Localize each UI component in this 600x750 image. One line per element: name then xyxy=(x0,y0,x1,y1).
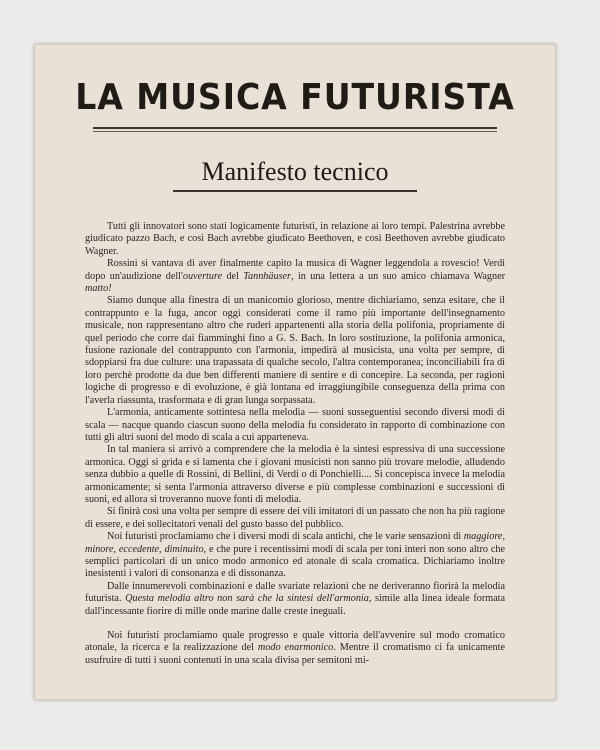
paragraph: Noi futuristi proclamiamo che i diversi modi di scala antichi, che le varie sensazioni di maggiore, minore, eccedente, diminuito, e che pure i recentissimi modi di scala per toni interi non sono altro che semplici particolari di un unico modo armonico ed atonale di scala cromatica. Dichiariamo inoltre inesistenti i valori di consonanza e di dissonanza. xyxy=(85,531,506,580)
paragraph: L'armonia, anticamente sottintesa nella melodia — suoni susseguentisi secondo diversi modi di scala — nacque quando ciascun suono della melodia fu considerato in rapporto di combinazione con tutti gli altri suoni del modo di scala a cui apparteneva. xyxy=(85,407,505,443)
manifesto-body xyxy=(85,221,505,667)
title-rule xyxy=(93,127,497,129)
document-title: LA MUSICA FUTURISTA xyxy=(75,77,515,118)
paragraph: Rossini si vantava di aver finalmente capito la musica di Wagner leggendola a rovescio! Verdi dopo un'audizione dell'ouverture del Tannhäuser, in una lettera a un suo amico chiamava Wagner matto! xyxy=(85,258,505,295)
paragraph: Siamo dunque alla finestra di un manicomio glorioso, mentre dichiariamo, senza esitare, che il contrappunto e la fuga, ancor oggi considerati come il ramo più importante dell'insegnamento musicale, non rappresentano altro che ruderi appartenenti alla storia della polifonia, propriamente di quel periodo che corre dai fiamminghi fino a G. S. Bach. In loro sostituzione, la polifonia armonica, fusione razionale del contrappunto con l'armonia, impedirà al musicista, una volta per sempre, di sdoppiarsi fra due culture: una trapassata di qualche secolo, l'altra contemporanea; inconciliabili fra di loro perchè prodotte da due ben differenti maniere di sentire e di concepire. La seconda, per ragioni logiche di progresso e di evoluzione, è già lontana ed irraggiungibile conseguenza della prima con l'averla riassunta, trasformata e di gran lunga sorpassata. xyxy=(85,295,505,406)
title-rule-thin xyxy=(93,131,497,132)
document-subtitle: Manifesto tecnico xyxy=(201,157,389,186)
paragraph: Noi futuristi proclamiamo quale progresso e quale vittoria dell'avvenire sul modo cromatico atonale, la ricerca e la realizzazione del modo enarmonico. Mentre il cromatismo ci fa unicamente usufruire di tutti i suoni contenuti in una scala divisa per semitoni mi- xyxy=(85,630,505,666)
manifesto-sheet xyxy=(34,44,556,700)
subtitle-rule xyxy=(173,190,417,192)
paragraph: Dalle innumerevoli combinazioni e dalle svariate relazioni che ne deriveranno fiorirà la melodia futurista. Questa melodia altro non sarà che la sintesi dell'armonia, simile alla linea ideale formata dall'incessante fiorire di mille onde marine dalle creste ineguali. xyxy=(85,580,506,617)
paragraph: Tutti gli innovatori sono stati logicamente futuristi, in relazione ai loro tempi. Palestrina avrebbe giudicato pazzo Bach, e così Bach avrebbe giudicato Beethoven, e così Beethoven avrebbe giudicato Wagner. xyxy=(85,221,505,257)
paragraph: Si finirà così una volta per sempre di essere dei vili imitatori di un passato che non ha più ragione di essere, e dei sollecitatori venali del gusto basso del pubblico. xyxy=(85,506,505,530)
paragraph: In tal maniera si arrivò a comprendere che la melodia è la sintesi espressiva di una successione armonica. Oggi si grida e si lamenta che i giovani musicisti non sanno più trovare melodie, alludendo senza dubbio a quelle di Rossini, di Bellini, di Verdi o di Ponchielli.... Si concepisca invece la melodia armonicamente; si senta l'armonia attraverso diverse e più complesse combinazioni e successioni di suoni, ed allora si troveranno nuove fonti di melodia. xyxy=(85,444,505,505)
